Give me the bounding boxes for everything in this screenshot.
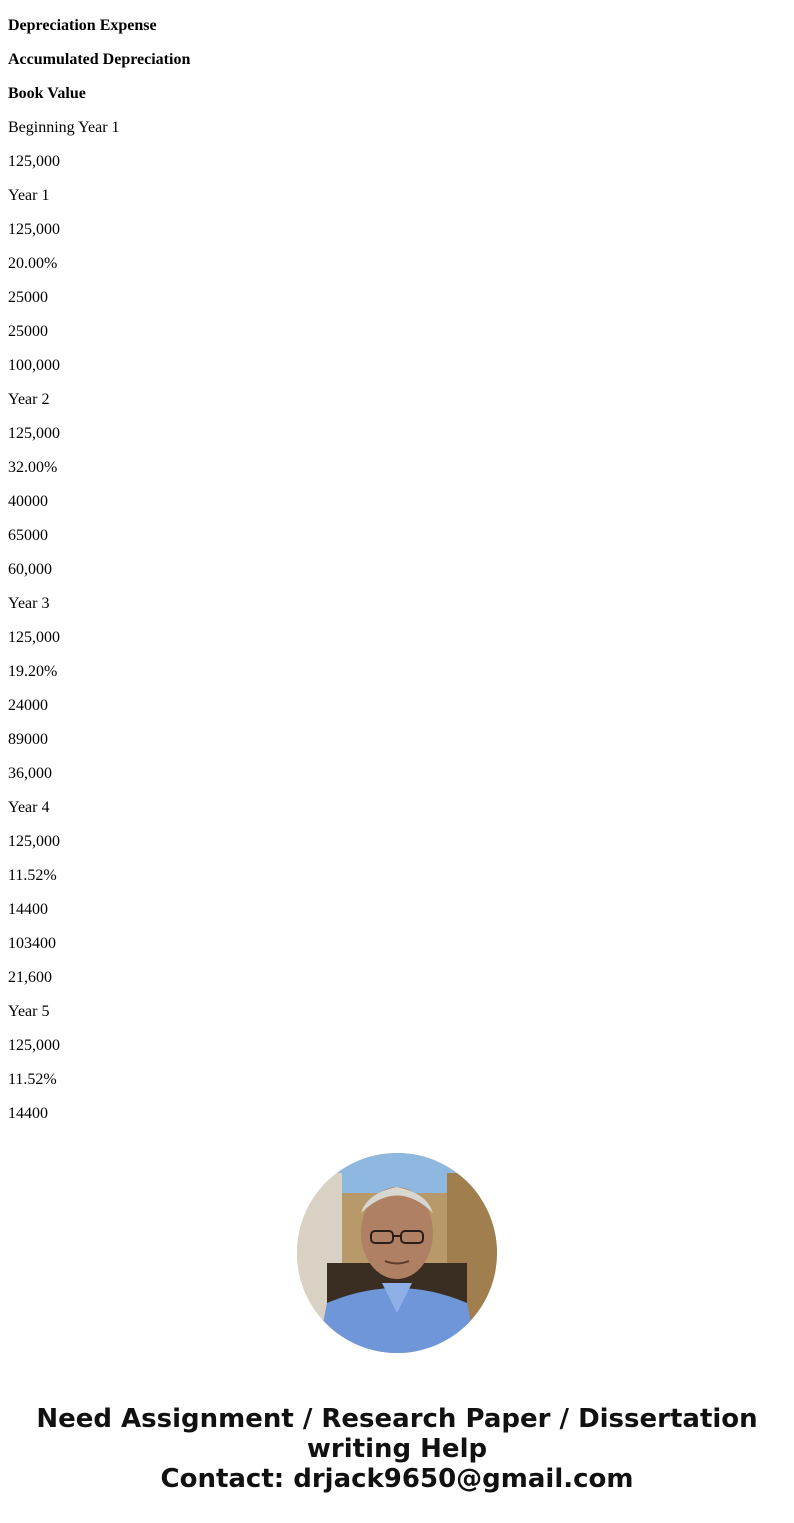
table-cell-value: 125,000 xyxy=(8,153,60,170)
table-cell-value: 125,000 xyxy=(8,221,60,238)
author-photo-icon xyxy=(297,1153,497,1353)
depreciation-table-lines xyxy=(8,0,778,1122)
table-cell-value: 100,000 xyxy=(8,357,60,374)
promo-line-contact: Contact: drjack9650@gmail.com xyxy=(160,1464,634,1494)
table-cell-value: Year 5 xyxy=(8,1003,50,1020)
table-cell-value: 125,000 xyxy=(8,425,60,442)
author-avatar xyxy=(297,1153,497,1353)
table-cell-value: 25000 xyxy=(8,323,48,340)
contact-footer xyxy=(0,1122,794,1523)
table-cell-value: 14400 xyxy=(8,901,48,918)
table-cell-value: 125,000 xyxy=(8,629,60,646)
table-cell-value: 14400 xyxy=(8,1105,48,1122)
table-cell-value: 89000 xyxy=(8,731,48,748)
table-cell-value: 40000 xyxy=(8,493,48,510)
table-header-label: Accumulated Depreciation xyxy=(8,51,191,68)
table-cell-value: 24000 xyxy=(8,697,48,714)
table-cell-value: Year 3 xyxy=(8,595,50,612)
table-cell-value: Year 1 xyxy=(8,187,50,204)
table-cell-value: 103400 xyxy=(8,935,56,952)
table-cell-value: 19.20% xyxy=(8,663,58,680)
table-cell-value: 125,000 xyxy=(8,833,60,850)
table-cell-value: 25000 xyxy=(8,289,48,306)
promo-text xyxy=(0,1404,794,1494)
promo-line-writing-help: writing Help xyxy=(306,1434,488,1464)
table-cell-value: 32.00% xyxy=(8,459,58,476)
table-cell-value: 21,600 xyxy=(8,969,52,986)
table-header-label: Book Value xyxy=(8,85,86,102)
table-cell-value: 11.52% xyxy=(8,867,57,884)
table-header-label xyxy=(8,0,778,1)
promo-line-assignment: Need Assignment / Research Paper / Dissertation xyxy=(36,1404,758,1434)
table-header-label: Depreciation Expense xyxy=(8,17,157,34)
table-cell-value: 36,000 xyxy=(8,765,52,782)
table-cell-value: 65000 xyxy=(8,527,48,544)
table-cell-value: 11.52% xyxy=(8,1071,57,1088)
table-cell-value: Year 2 xyxy=(8,391,50,408)
table-cell-value: Beginning Year 1 xyxy=(8,119,120,136)
table-cell-value: 60,000 xyxy=(8,561,52,578)
table-cell-value: Year 4 xyxy=(8,799,50,816)
table-cell-value: 125,000 xyxy=(8,1037,60,1054)
table-cell-value: 20.00% xyxy=(8,255,58,272)
